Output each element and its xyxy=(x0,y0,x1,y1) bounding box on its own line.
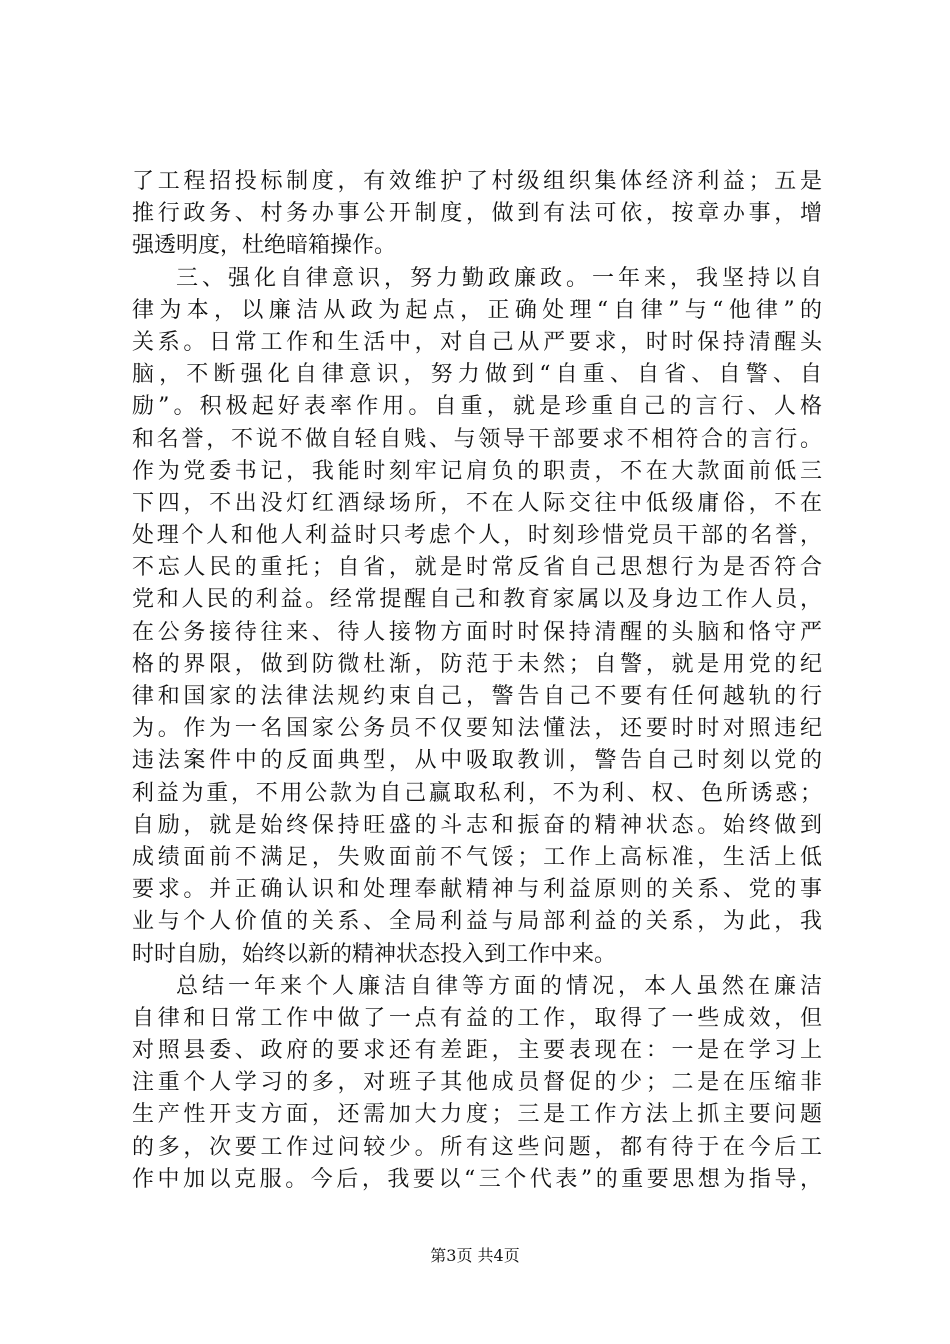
text-line: 律和国家的法律法规约束自己，警告自己不要有任何越轨的行 xyxy=(132,684,822,709)
text-line: 三、强化自律意识，努力勤政廉政。一年来，我坚持以自 xyxy=(176,265,822,291)
text-line: 强透明度，杜绝暗箱操作。 xyxy=(132,233,397,259)
text-line: 时时自励，始终以新的精神状态投入到工作中来。 xyxy=(132,941,617,967)
text-line: 违法案件中的反面典型，从中吸取教训，警告自己时刻以党的 xyxy=(132,748,822,774)
text-line: 关系。日常工作和生活中，对自己从严要求，时时保持清醒头 xyxy=(132,329,822,355)
text-line: 注重个人学习的多，对班子其他成员督促的少；二是在压缩非 xyxy=(132,1070,822,1096)
text-line: 对照县委、政府的要求还有差距，主要表现在：一是在学习上 xyxy=(132,1038,822,1064)
text-line: 处理个人和他人利益时只考虑个人，时刻珍惜党员干部的名誉， xyxy=(132,523,822,549)
text-line: 为。作为一名国家公务员不仅要知法懂法，还要时时对照违纪 xyxy=(132,716,822,742)
text-line: 作中加以克服。今后，我要以“三个代表”的重要思想为指导， xyxy=(132,1166,822,1192)
text-line: 下四，不出没灯红酒绿场所，不在人际交往中低级庸俗，不在 xyxy=(132,490,822,516)
text-line: 不忘人民的重托；自省，就是时常反省自己思想行为是否符合 xyxy=(132,555,822,581)
text-line: 自励，就是始终保持旺盛的斗志和振奋的精神状态。始终做到 xyxy=(132,812,822,838)
text-line: 成绩面前不满足，失败面前不气馁；工作上高标准，生活上低 xyxy=(132,844,822,870)
text-line: 的多，次要工作过问较少。所有这些问题，都有待于在今后工 xyxy=(132,1134,822,1160)
text-line: 业与个人价值的关系、全局利益与局部利益的关系，为此，我 xyxy=(132,909,822,935)
text-line: 党和人民的利益。经常提醒自己和教育家属以及身边工作人员， xyxy=(132,587,822,613)
text-line: 要求。并正确认识和处理奉献精神与利益原则的关系、党的事 xyxy=(132,877,822,903)
text-line: 总结一年来个人廉洁自律等方面的情况，本人虽然在廉洁 xyxy=(176,973,822,999)
text-line: 推行政务、村务办事公开制度，做到有法可依，按章办事，增 xyxy=(132,201,822,227)
text-line: 脑，不断强化自律意识，努力做到“自重、自省、自警、自 xyxy=(132,362,822,388)
text-line: 作为党委书记，我能时刻牢记肩负的职责，不在大款面前低三 xyxy=(132,458,822,484)
text-line: 生产性开支方面，还需加大力度；三是工作方法上抓主要问题 xyxy=(132,1102,822,1128)
text-line: 律为本，以廉洁从政为起点，正确处理“自律”与“他律”的 xyxy=(132,297,822,323)
text-line: 励”。积极起好表率作用。自重，就是珍重自己的言行、人格 xyxy=(132,394,822,420)
text-line: 和名誉，不说不做自轻自贱、与领导干部要求不相符合的言行。 xyxy=(132,426,822,452)
text-line: 了工程招投标制度，有效维护了村级组织集体经济利益；五是 xyxy=(132,169,822,194)
text-line: 自律和日常工作中做了一点有益的工作，取得了一些成效，但 xyxy=(132,1005,822,1031)
text-line: 格的界限，做到防微杜渐，防范于未然；自警，就是用党的纪 xyxy=(132,651,822,677)
page-number-footer: 第3页 共4页 xyxy=(430,1246,520,1265)
text-line: 在公务接待往来、待人接物方面时时保持清醒的头脑和恪守严 xyxy=(132,619,822,645)
document-body xyxy=(132,166,822,1196)
text-line: 利益为重，不用公款为自己赢取私利，不为利、权、色所诱惑； xyxy=(132,780,822,806)
